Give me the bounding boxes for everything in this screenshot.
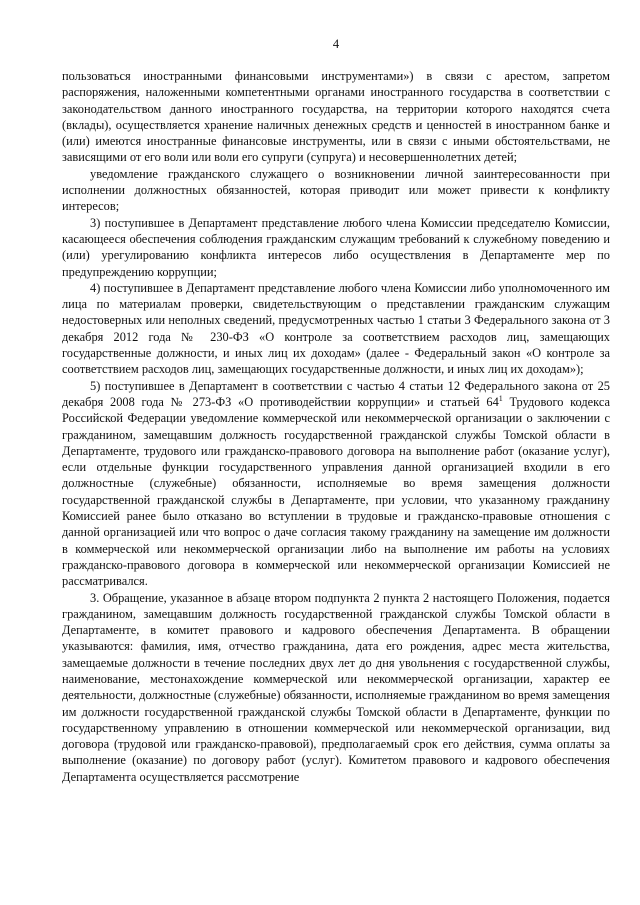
- page-number: 4: [332, 37, 340, 51]
- paragraph-item-3: 3) поступившее в Департамент представление любого члена Комиссии председателю Комиссии, касающееся обеспечения соблюдения гражданским служащим требований к служебному поведению и (или) урегулированию конфликта интересов либо осуществления в Департаменте мер по предупреждению коррупции;: [62, 215, 610, 279]
- paragraph-item-5-rest: Трудового кодекса Российской Федерации уведомление коммерческой или некоммерческой организации о заключении с гражданином, замещавшим должность государственной гражданской службы Томской области в Департаменте, трудового или гражданско-правового договора на выполнение работ (оказание услуг), если отдельные функции государственного управления данной организацией входили в его должностные (служебные) обязанности, исполняемые во время замещения должности государственной гражданской службы в Департаменте, при условии, что указанному гражданину Комиссией ранее было отказано во вступлении в трудовые и гражданско-правовые отношения с данной организацией или что вопрос о даче согласия такому гражданину на замещение им должности в коммерческой или некоммерческой организации либо на выполнение им работы на условиях гражданско-правового договора в коммерческой или некоммерческой организации Комиссией не рассматривался.: [62, 394, 610, 589]
- paragraph-item-5-start: 5) поступившее в Департамент в соответствии с частью 4 статьи 12 Федерального закона от 25 декабря 2008 года № 273-ФЗ «О противодействии коррупции» и статьей 64: [62, 378, 610, 409]
- paragraph-item-4: 4) поступившее в Департамент представление любого члена Комиссии либо уполномоченного им лица по материалам проверки, свидетельствующим о представлении гражданским служащим недостоверных или неполных сведений, предусмотренных частью 1 статьи 3 Федерального закона от 3 декабря 2012 года № 230-ФЗ «О контроле за соответствием расходов лиц, замещающих государственные должности, и иных лиц их доходам» (далее - Федеральный закон «О контроле за соответствием расходов лиц, замещающих государственные должности, и иных лиц их доходам»);: [62, 280, 610, 377]
- paragraph-section-3: 3. Обращение, указанное в абзаце втором подпункта 2 пункта 2 настоящего Положения, подается гражданином, замещавшим должность государственной гражданской службы Томской области в Департаменте, в комитет правового и кадрового обеспечения Департамента. В обращении указываются: фамилия, имя, отчество гражданина, дата его рождения, адрес места жительства, замещаемые должности в течение последних двух лет до дня увольнения с государственной службы, наименование, местонахождение коммерческой или некоммерческой организации, характер ее деятельности, должностные (служебные) обязанности, исполняемые гражданином во время замещения им должности государственной гражданской службы Томской области в Департаменте, функции по государственному управлению в отношении коммерческой или некоммерческой организации, вид договора (трудовой или гражданско-правовой), предполагаемый срок его действия, сумма оплаты за выполнение (оказание) по договору работ (услуг). Комитетом правового и кадрового обеспечения Департамента осуществляется рассмотрение: [62, 590, 610, 784]
- paragraph-foreign-instruments: пользоваться иностранными финансовыми инструментами») в связи с арестом, запретом распоряжения, наложенными компетентными органами иностранного государства в соответствии с законодательством данного иностранного государства, на территории которого находятся счета (вклады), осуществляется хранение наличных денежных средств и ценностей в иностранном банке и (или) имеются иностранные финансовые инструменты, или в связи с иными обстоятельствами, не зависящими от его воли или воли его супруги (супруга) и несовершеннолетних детей;: [62, 69, 610, 165]
- article-superscript: 1: [498, 393, 503, 403]
- document-page: [62, 36, 610, 785]
- paragraph-item-5: [62, 378, 610, 590]
- paragraph-conflict-notice: уведомление гражданского служащего о возникновении личной заинтересованности при исполнении должностных обязанностей, которая приводит или может привести к конфликту интересов;: [62, 166, 610, 214]
